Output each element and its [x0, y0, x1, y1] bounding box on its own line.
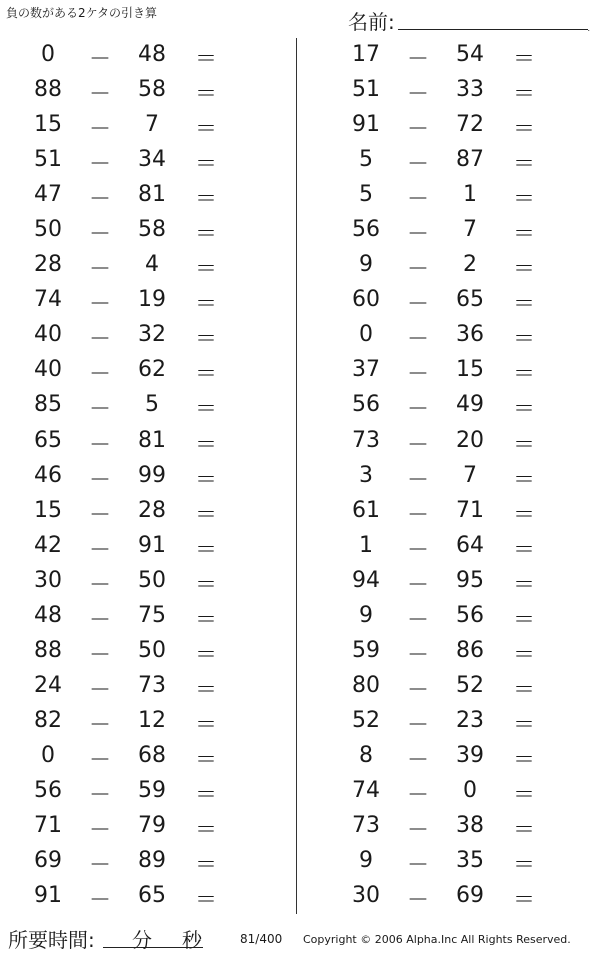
minuend: 74 [352, 777, 380, 803]
problem-row [0, 669, 300, 704]
problem-row [0, 213, 300, 248]
minus-sign: － [406, 47, 429, 72]
minus-sign: － [88, 677, 111, 703]
equals-sign: ＝ [194, 397, 217, 423]
left-problem-column [0, 38, 300, 914]
problem-row [0, 634, 300, 669]
subtrahend: 4 [145, 252, 159, 278]
minuend: 56 [352, 217, 380, 243]
minuend: 71 [34, 813, 62, 839]
subtrahend: 65 [456, 287, 484, 313]
minus-sign: － [406, 853, 429, 879]
problem-row [0, 283, 300, 318]
problem-row [318, 879, 600, 914]
minuend: 91 [34, 883, 62, 909]
minus-sign: － [406, 467, 429, 493]
minuend: 28 [34, 252, 62, 278]
subtrahend: 99 [138, 462, 166, 488]
equals-sign: ＝ [512, 572, 535, 598]
subtrahend: 2 [463, 252, 477, 278]
problem-row [0, 774, 300, 809]
minus-sign: － [406, 537, 429, 563]
copyright-notice: Copyright © 2006 Alpha.Inc All Rights Reserved. [303, 933, 571, 946]
minuend: 15 [34, 497, 62, 523]
problem-row [0, 459, 300, 494]
minuend: 60 [352, 287, 380, 313]
minuend: 65 [34, 427, 62, 453]
problem-row [318, 353, 600, 388]
minuend: 52 [352, 707, 380, 733]
minuend: 5 [359, 182, 373, 208]
subtrahend: 15 [456, 357, 484, 383]
equals-sign: ＝ [194, 117, 217, 143]
equals-sign: ＝ [512, 362, 535, 388]
equals-sign: ＝ [194, 712, 217, 738]
minuend: 59 [352, 637, 380, 663]
footer [0, 918, 600, 952]
minuend: 73 [352, 813, 380, 839]
minuend: 30 [34, 567, 62, 593]
problem-row [0, 388, 300, 423]
subtrahend: 65 [138, 883, 166, 909]
minus-sign: － [406, 572, 429, 598]
subtrahend: 7 [463, 462, 477, 488]
equals-sign: ＝ [512, 502, 535, 528]
minus-sign: － [88, 747, 111, 773]
minuend: 9 [359, 848, 373, 874]
minuend: 51 [34, 147, 62, 173]
page-number: 81/400 [240, 932, 283, 946]
minuend: 1 [359, 532, 373, 558]
name-underline [398, 29, 588, 30]
problem-row [318, 529, 600, 564]
equals-sign: ＝ [512, 117, 535, 143]
problem-row [0, 564, 300, 599]
minuend: 94 [352, 567, 380, 593]
minus-sign: － [406, 117, 429, 143]
minus-sign: － [406, 397, 429, 423]
problem-row [318, 283, 600, 318]
minuend: 51 [352, 77, 380, 103]
name-label: 名前: [348, 10, 395, 34]
minus-sign: － [88, 572, 111, 598]
minus-sign: － [88, 888, 111, 914]
subtrahend: 52 [456, 672, 484, 698]
equals-sign: ＝ [194, 152, 217, 178]
problem-row [0, 108, 300, 143]
subtrahend: 38 [456, 813, 484, 839]
problem-row [0, 143, 300, 178]
minuend: 3 [359, 462, 373, 488]
minus-sign: － [88, 607, 111, 633]
equals-sign: ＝ [194, 607, 217, 633]
problem-row [318, 494, 600, 529]
minus-sign: － [88, 187, 111, 213]
problem-row [318, 599, 600, 634]
equals-sign: ＝ [194, 222, 217, 248]
equals-sign: ＝ [194, 782, 217, 808]
minus-sign: － [88, 782, 111, 808]
equals-sign: ＝ [512, 888, 535, 914]
equals-sign: ＝ [194, 642, 217, 668]
equals-sign: ＝ [194, 47, 217, 72]
minuend: 50 [34, 217, 62, 243]
problem-row [0, 38, 300, 73]
problem-row [0, 879, 300, 914]
equals-sign: ＝ [512, 712, 535, 738]
subtrahend: 0 [463, 777, 477, 803]
subtrahend: 36 [456, 322, 484, 348]
minuend: 24 [34, 672, 62, 698]
equals-sign: ＝ [194, 362, 217, 388]
minus-sign: － [88, 117, 111, 143]
subtrahend: 48 [138, 42, 166, 67]
subtrahend: 91 [138, 532, 166, 558]
equals-sign: ＝ [194, 257, 217, 283]
minuend: 56 [352, 392, 380, 418]
subtrahend: 81 [138, 427, 166, 453]
minus-sign: － [406, 362, 429, 388]
equals-sign: ＝ [194, 677, 217, 703]
minus-sign: － [406, 187, 429, 213]
subtrahend: 49 [456, 392, 484, 418]
problem-row [0, 844, 300, 879]
subtrahend: 5 [145, 392, 159, 418]
problem-row [0, 318, 300, 353]
worksheet-title: 負の数がある2ケタの引き算 [6, 6, 158, 20]
minus-sign: － [406, 712, 429, 738]
minus-sign: － [406, 502, 429, 528]
minuend: 9 [359, 252, 373, 278]
problem-row [318, 809, 600, 844]
time-required-label: 所要時間: [8, 928, 95, 952]
subtrahend: 7 [145, 112, 159, 138]
problem-row [318, 388, 600, 423]
minus-sign: － [88, 222, 111, 248]
minus-sign: － [406, 327, 429, 353]
minus-sign: － [88, 853, 111, 879]
subtrahend: 69 [456, 883, 484, 909]
minus-sign: － [406, 257, 429, 283]
problem-row [318, 739, 600, 774]
minus-sign: － [88, 818, 111, 844]
subtrahend: 39 [456, 742, 484, 768]
subtrahend: 7 [463, 217, 477, 243]
problem-row [318, 424, 600, 459]
problem-row [318, 669, 600, 704]
equals-sign: ＝ [194, 327, 217, 353]
equals-sign: ＝ [194, 747, 217, 773]
right-problem-column [318, 38, 600, 914]
minus-sign: － [88, 327, 111, 353]
minuend: 74 [34, 287, 62, 313]
subtrahend: 50 [138, 567, 166, 593]
equals-sign: ＝ [194, 82, 217, 108]
subtrahend: 23 [456, 707, 484, 733]
problem-row [0, 704, 300, 739]
subtrahend: 62 [138, 357, 166, 383]
subtrahend: 32 [138, 322, 166, 348]
minuend: 0 [359, 322, 373, 348]
equals-sign: ＝ [194, 187, 217, 213]
problem-row [0, 424, 300, 459]
minus-sign: － [406, 677, 429, 703]
subtrahend: 68 [138, 742, 166, 768]
problem-row [318, 704, 600, 739]
problem-row [318, 108, 600, 143]
equals-sign: ＝ [512, 607, 535, 633]
minuend: 46 [34, 462, 62, 488]
minus-sign: － [406, 818, 429, 844]
minus-sign: － [88, 642, 111, 668]
equals-sign: ＝ [512, 292, 535, 318]
problem-row [318, 774, 600, 809]
minus-sign: － [88, 467, 111, 493]
minuend: 85 [34, 392, 62, 418]
minus-sign: － [88, 712, 111, 738]
minus-sign: － [88, 537, 111, 563]
problem-row [318, 38, 600, 73]
equals-sign: ＝ [194, 853, 217, 879]
equals-sign: ＝ [512, 747, 535, 773]
equals-sign: ＝ [512, 853, 535, 879]
minus-sign: － [88, 257, 111, 283]
problem-row [0, 248, 300, 283]
problem-row [318, 844, 600, 879]
equals-sign: ＝ [512, 152, 535, 178]
minuend: 82 [34, 707, 62, 733]
subtrahend: 64 [456, 532, 484, 558]
subtrahend: 54 [456, 42, 484, 67]
seconds-unit: 秒 [182, 928, 202, 952]
subtrahend: 79 [138, 813, 166, 839]
minuend: 69 [34, 848, 62, 874]
subtrahend: 1 [463, 182, 477, 208]
minuend: 9 [359, 602, 373, 628]
subtrahend: 95 [456, 567, 484, 593]
minus-sign: － [88, 502, 111, 528]
minuend: 91 [352, 112, 380, 138]
subtrahend: 20 [456, 427, 484, 453]
subtrahend: 58 [138, 217, 166, 243]
subtrahend: 34 [138, 147, 166, 173]
minuend: 47 [34, 182, 62, 208]
equals-sign: ＝ [512, 642, 535, 668]
minuend: 88 [34, 637, 62, 663]
equals-sign: ＝ [512, 677, 535, 703]
minuend: 17 [352, 42, 380, 67]
equals-sign: ＝ [512, 432, 535, 458]
subtrahend: 19 [138, 287, 166, 313]
minus-sign: － [88, 362, 111, 388]
minus-sign: － [406, 292, 429, 318]
problem-row [0, 494, 300, 529]
minuend: 30 [352, 883, 380, 909]
minuend: 73 [352, 427, 380, 453]
equals-sign: ＝ [512, 782, 535, 808]
minuend: 5 [359, 147, 373, 173]
problem-row [318, 213, 600, 248]
subtrahend: 86 [456, 637, 484, 663]
minutes-unit: 分 [132, 928, 152, 952]
minuend: 80 [352, 672, 380, 698]
equals-sign: ＝ [194, 292, 217, 318]
subtrahend: 87 [456, 147, 484, 173]
minus-sign: － [88, 47, 111, 72]
minus-sign: － [406, 222, 429, 248]
equals-sign: ＝ [512, 397, 535, 423]
minuend: 42 [34, 532, 62, 558]
minus-sign: － [406, 747, 429, 773]
problem-row [0, 599, 300, 634]
subtrahend: 12 [138, 707, 166, 733]
problem-row [0, 529, 300, 564]
problem-row [318, 634, 600, 669]
minuend: 0 [41, 42, 55, 67]
problem-row [0, 809, 300, 844]
equals-sign: ＝ [512, 47, 535, 72]
problem-row [318, 248, 600, 283]
minuend: 40 [34, 322, 62, 348]
minus-sign: － [88, 432, 111, 458]
equals-sign: ＝ [512, 82, 535, 108]
problem-row [318, 178, 600, 213]
name-field [348, 6, 590, 34]
problem-row [318, 143, 600, 178]
problem-row [318, 318, 600, 353]
problem-row [318, 73, 600, 108]
minus-sign: － [406, 82, 429, 108]
subtrahend: 75 [138, 602, 166, 628]
minus-sign: － [88, 397, 111, 423]
equals-sign: ＝ [194, 467, 217, 493]
subtrahend: 73 [138, 672, 166, 698]
subtrahend: 56 [456, 602, 484, 628]
minuend: 56 [34, 777, 62, 803]
equals-sign: ＝ [512, 187, 535, 213]
subtrahend: 72 [456, 112, 484, 138]
subtrahend: 71 [456, 497, 484, 523]
equals-sign: ＝ [512, 537, 535, 563]
equals-sign: ＝ [194, 888, 217, 914]
minus-sign: － [406, 782, 429, 808]
subtrahend: 33 [456, 77, 484, 103]
minuend: 40 [34, 357, 62, 383]
subtrahend: 35 [456, 848, 484, 874]
minuend: 8 [359, 742, 373, 768]
minus-sign: － [406, 642, 429, 668]
equals-sign: ＝ [194, 818, 217, 844]
subtrahend: 58 [138, 77, 166, 103]
minus-sign: － [88, 152, 111, 178]
minus-sign: － [88, 292, 111, 318]
minuend: 88 [34, 77, 62, 103]
name-line-end-dot: . [587, 24, 590, 33]
minuend: 37 [352, 357, 380, 383]
equals-sign: ＝ [512, 222, 535, 248]
problem-row [318, 459, 600, 494]
minus-sign: － [406, 432, 429, 458]
problem-row [0, 353, 300, 388]
subtrahend: 89 [138, 848, 166, 874]
minus-sign: － [406, 152, 429, 178]
minuend: 15 [34, 112, 62, 138]
minuend: 48 [34, 602, 62, 628]
equals-sign: ＝ [512, 327, 535, 353]
equals-sign: ＝ [512, 818, 535, 844]
equals-sign: ＝ [512, 467, 535, 493]
equals-sign: ＝ [194, 502, 217, 528]
problem-row [318, 564, 600, 599]
subtrahend: 50 [138, 637, 166, 663]
minuend: 0 [41, 742, 55, 768]
problem-row [0, 73, 300, 108]
equals-sign: ＝ [194, 537, 217, 563]
subtrahend: 81 [138, 182, 166, 208]
subtrahend: 59 [138, 777, 166, 803]
equals-sign: ＝ [194, 432, 217, 458]
minus-sign: － [88, 82, 111, 108]
minuend: 61 [352, 497, 380, 523]
equals-sign: ＝ [194, 572, 217, 598]
minus-sign: － [406, 607, 429, 633]
minus-sign: － [406, 888, 429, 914]
problem-row [0, 739, 300, 774]
problem-row [0, 178, 300, 213]
subtrahend: 28 [138, 497, 166, 523]
equals-sign: ＝ [512, 257, 535, 283]
